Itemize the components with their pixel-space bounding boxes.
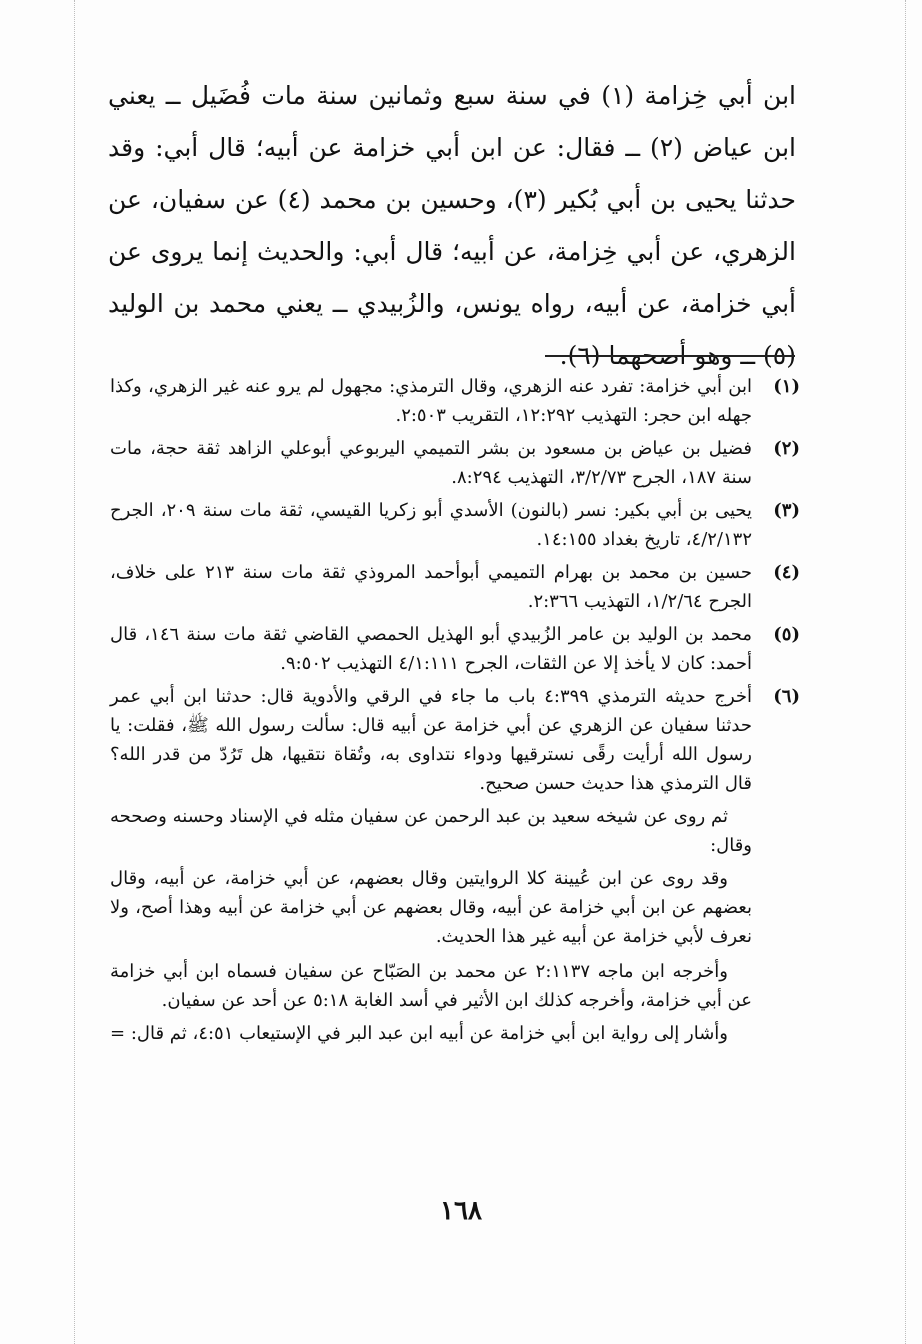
footnote-text: يحيى بن أبي بكير: نسر (بالنون) الأسدي أبو زكريا القيسي، ثقة مات سنة ٢٠٩، الجرح ٤/٢/١٣٢، تاريخ بغداد ١٤:١٥٥. — [110, 500, 753, 550]
footnote-number: (٦) — [773, 686, 800, 707]
right-scan-edge — [905, 0, 906, 1344]
footnote-6-continuation: ثم روى عن شيخه سعيد بن عبد الرحمن عن سفيان مثله في الإسناد وحسنه وصححه وقال: — [110, 806, 752, 856]
footnote-6 — [110, 682, 800, 798]
page-number: ١٦٨ — [440, 1196, 482, 1226]
footnote-3 — [110, 496, 800, 554]
footnote-number: (٢) — [773, 438, 800, 459]
footnote-6-continuation: وأخرجه ابن ماجه ٢:١١٣٧ عن محمد بن الصَبّاح عن سفيان فسماه ابن أبي خزامة عن أبي خزامة، وأخرجه كذلك ابن الأثير في أسد الغابة ٥:١٨ عن أحد عن سفيان. — [110, 961, 752, 1011]
footnote-number: (١) — [773, 376, 800, 397]
footnote-number: (٤) — [773, 562, 800, 583]
footnote-number: (٥) — [773, 624, 800, 645]
footnote-5 — [110, 620, 800, 678]
footnote-text: أخرج حديثه الترمذي ٤:٣٩٩ باب ما جاء في الرقي والأدوية قال: حدثنا ابن أبي عمر حدثنا سفيان عن الزهري عن أبي خزامة عن أبيه قال: سألت رسول الله ﷺ، فقلت: يا رسول الله أرأيت رقًى نسترقيها ودواء نتداوى به، وتُقاة نتقيها، هل تَرُدّ من قدر الله؟ قال الترمذي هذا حديث حسن صحيح. — [110, 686, 752, 794]
footnote-1 — [110, 372, 800, 430]
footnote-6-quote: وقد روى عن ابن عُيينة كلا الروايتين وقال بعضهم، عن أبي خزامة، عن أبيه، وقال بعضهم عن ابن أبي خزامة عن أبيه، وقال بعضهم عن أبي خزامة عن أبيه وهذا أصح، ولا نعرف لأبي خزامة عن أبيه غير هذا الحديث. — [110, 868, 752, 947]
footnotes — [110, 372, 800, 1052]
footnote-text: حسين بن محمد بن بهرام التميمي أبوأحمد المروذي ثقة مات سنة ٢١٣ على خلاف، الجرح ١/٢/٦٤، التهذيب ٢:٣٦٦. — [110, 562, 752, 612]
main-text — [108, 70, 796, 382]
main-paragraph: ابن أبي خِزامة (١) في سنة سبع وثمانين سنة مات فُضَيل ــ يعني ابن عياض (٢) ــ فقال: عن ابن أبي خزامة عن أبيه؛ قال أبي: وقد حدثنا يحيى بن أبي بُكير (٣)، وحسين بن محمد (٤) عن سفيان، عن الزهري، عن أبي خِزامة، عن أبيه؛ قال أبي: والحديث إنما يروى عن أبي خزامة، عن أبيه، رواه يونس، والزُبيدي ــ يعني محمد بن الوليد (٥) ــ وهو أصحهما (٦). — [108, 81, 796, 370]
footnote-2 — [110, 434, 800, 492]
footnote-4 — [110, 558, 800, 616]
footnote-number: (٣) — [773, 500, 800, 521]
footnote-6-continuation: وأشار إلى رواية ابن أبي خزامة عن أبيه ابن عبد البر في الإستيعاب ٤:٥١، ثم قال: = — [110, 1023, 728, 1044]
footnote-separator — [545, 355, 795, 357]
footnote-text: فضيل بن عياض بن مسعود بن بشر التميمي اليربوعي أبوعلي الزاهد ثقة حجة، مات سنة ١٨٧، الجرح ٣/٢/٧٣، التهذيب ٨:٢٩٤. — [110, 438, 752, 488]
footnote-text: محمد بن الوليد بن عامر الزُبيدي أبو الهذيل الحمصي القاضي ثقة مات سنة ١٤٦، قال أحمد: كان لا يأخذ إلا عن الثقات، الجرح ٤/١:١١١ التهذيب ٩:٥٠٢. — [110, 624, 752, 674]
left-scan-edge — [74, 0, 75, 1344]
footnote-text: ابن أبي خزامة: تفرد عنه الزهري، وقال الترمذي: مجهول لم يرو عنه غير الزهري، وكذا جهله ابن حجر: التهذيب ١٢:٢٩٢، التقريب ٢:٥٠٣. — [110, 376, 752, 426]
